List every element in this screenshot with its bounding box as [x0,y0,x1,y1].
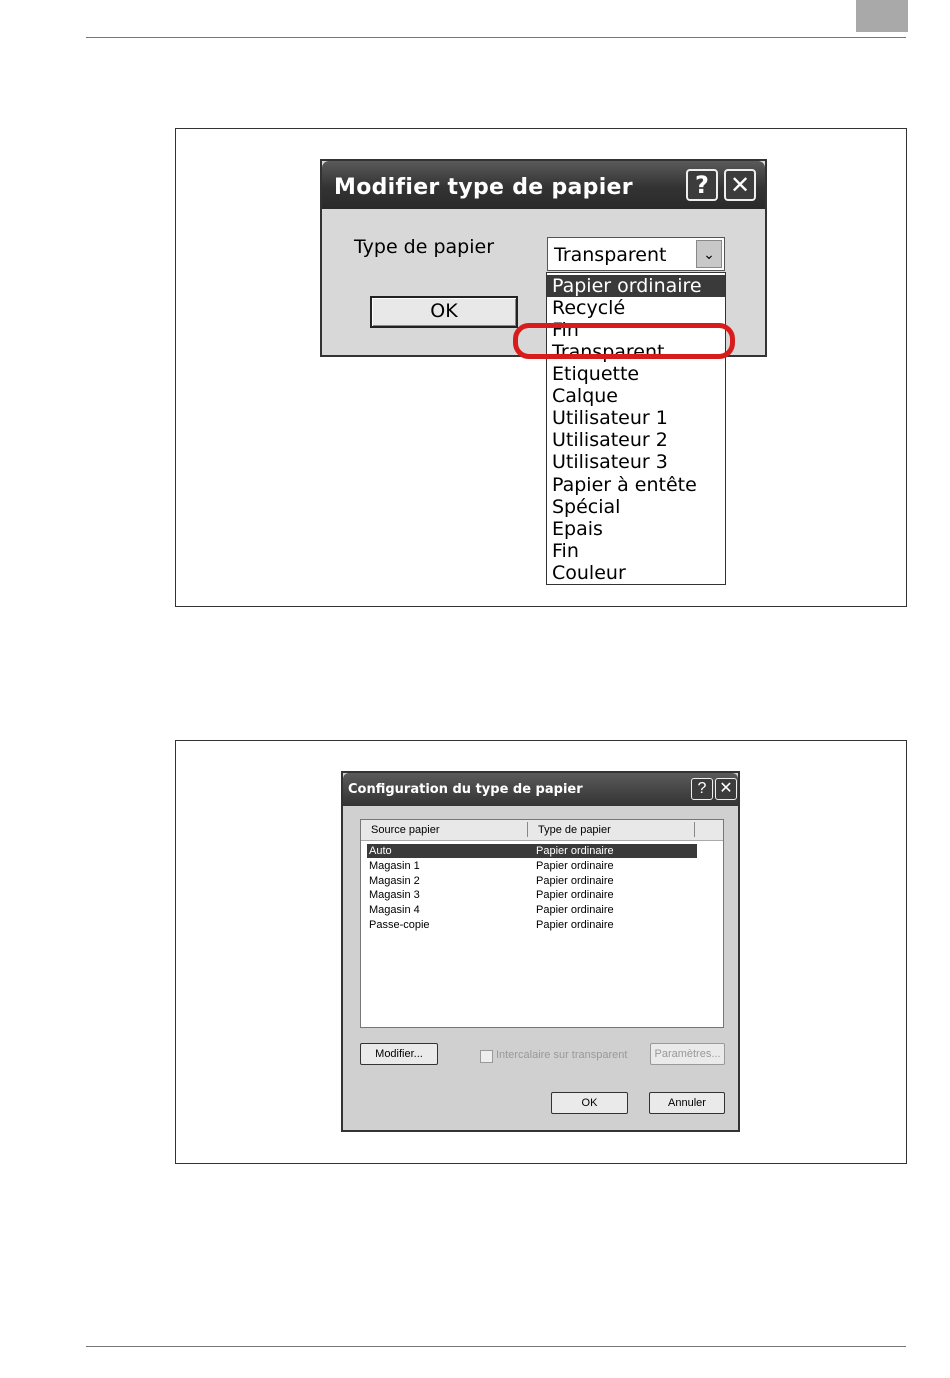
table-row[interactable] [367,859,697,873]
cell-source: Auto [369,845,392,857]
dropdown-option[interactable]: Utilisateur 2 [552,429,668,451]
dialog-title-bar [322,161,765,209]
dropdown-option[interactable]: Spécial [552,496,621,518]
dropdown-option[interactable]: Fin [552,319,579,341]
cell-source: Magasin 2 [369,875,420,887]
dialog-title: Modifier type de papier [334,175,633,200]
ok-button[interactable]: OK [370,296,518,328]
cell-source: Magasin 1 [369,860,420,872]
paper-source-list[interactable] [360,819,724,1028]
cell-type: Papier ordinaire [536,919,614,931]
paper-type-combo[interactable] [547,237,725,271]
table-row[interactable] [367,888,697,902]
table-row[interactable] [367,844,697,858]
column-separator [694,822,695,837]
column-separator [527,822,528,837]
cancel-button[interactable]: Annuler [649,1092,725,1114]
table-row[interactable] [367,903,697,917]
ok-button[interactable]: OK [551,1092,628,1114]
dropdown-option[interactable]: Utilisateur 1 [552,407,668,429]
dropdown-option[interactable]: Etiquette [552,363,640,385]
cell-type: Papier ordinaire [536,845,614,857]
cell-source: Passe-copie [369,919,430,931]
dropdown-option[interactable]: Utilisateur 3 [552,451,668,473]
parameters-button[interactable]: Paramètres... [650,1043,725,1065]
paper-type-dropdown-list [546,272,726,585]
combo-value: Transparent [554,244,667,266]
highlight-outline [513,323,735,359]
cell-source: Magasin 4 [369,904,420,916]
dropdown-option[interactable]: Recyclé [552,297,626,319]
paper-type-label: Type de papier [354,236,495,258]
column-header-source[interactable]: Source papier [371,824,440,836]
footer-rule [86,1346,906,1347]
chevron-down-icon[interactable]: ⌄ [696,240,722,268]
dropdown-option[interactable]: Transparent [552,341,665,363]
table-row[interactable] [367,918,697,932]
cell-type: Papier ordinaire [536,875,614,887]
help-icon[interactable]: ? [686,169,718,201]
dropdown-option[interactable]: Papier ordinaire [547,275,725,297]
dropdown-option[interactable]: Epais [552,518,603,540]
dropdown-option[interactable]: Couleur [552,562,626,584]
modify-button[interactable]: Modifier... [360,1043,438,1065]
transparency-interleave-checkbox[interactable] [480,1050,493,1063]
dialog-title-bar [343,773,738,806]
help-icon[interactable]: ? [691,778,713,800]
dialog-title: Configuration du type de papier [348,782,583,797]
list-header [361,820,723,841]
dropdown-option[interactable]: Fin [552,540,579,562]
header-rule [86,37,906,38]
dropdown-option[interactable]: Calque [552,385,618,407]
checkbox-label: Intercalaire sur transparent [496,1049,628,1061]
close-icon[interactable]: ✕ [724,169,756,201]
page-tab-marker [856,0,908,32]
cell-type: Papier ordinaire [536,889,614,901]
cell-type: Papier ordinaire [536,904,614,916]
cell-type: Papier ordinaire [536,860,614,872]
close-icon[interactable]: ✕ [715,778,737,800]
table-row[interactable] [367,874,697,888]
paper-type-configuration-dialog [341,771,740,1132]
column-header-type[interactable]: Type de papier [538,824,611,836]
dropdown-option[interactable]: Papier à entête [552,474,697,496]
cell-source: Magasin 3 [369,889,420,901]
